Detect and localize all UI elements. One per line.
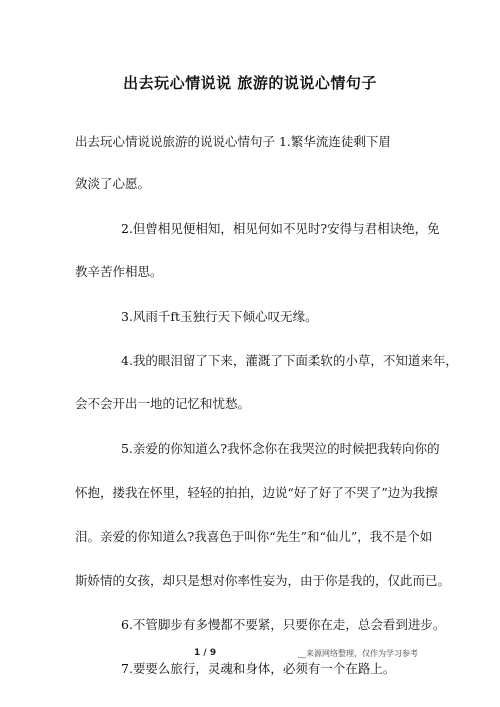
document-title: 出去玩心情说说 旅游的说说心情句子: [123, 74, 377, 92]
page-number: 1 / 9: [194, 648, 217, 658]
paragraph-line: 怀抱，搂我在怀里，轻轻的拍拍，边说“好了好了不哭了”边为我擦: [75, 485, 438, 500]
paragraph-line: 4.我的眼泪留了下来，灌溉了下面柔软的小草，不知道来年，: [121, 353, 458, 368]
paragraph-line: 2.但曾相见便相知，相见何如不见时?安得与君相诀绝，免: [121, 221, 440, 236]
paragraph-line: 7.要要么旅行，灵魂和身体，必须有一个在路上。: [121, 661, 396, 676]
paragraph-line: 5.亲爱的你知道么?我怀念你在我哭泣的时候把我转向你的: [121, 441, 440, 456]
paragraph-line: 会不会开出一地的记忆和忧愁。: [75, 396, 251, 411]
paragraph-line: 教辛苦作相思。: [75, 264, 163, 279]
paragraph-line: 出去玩心情说说旅游的说说心情句子 1.繁华流连徒剩下眉: [75, 134, 391, 149]
paragraph-line: 泪。亲爱的你知道么?我喜色于叫你“先生”和“仙儿”，我不是个如: [75, 529, 433, 544]
paragraph-line: 3.风雨千ft玉独行天下倾心叹无缘。: [121, 309, 318, 324]
paragraph-line: 敛淡了心愿。: [75, 176, 151, 191]
paragraph-line: 6.不管脚步有多慢都不要紧，只要你在走，总会看到进步。: [121, 617, 446, 632]
footer-note: __来源网络整理，仅作为学习参考: [298, 649, 418, 658]
paragraph-line: 斯娇情的女孩，却只是想对你率性妄为，由于你是我的，仅此而已。: [75, 573, 451, 588]
